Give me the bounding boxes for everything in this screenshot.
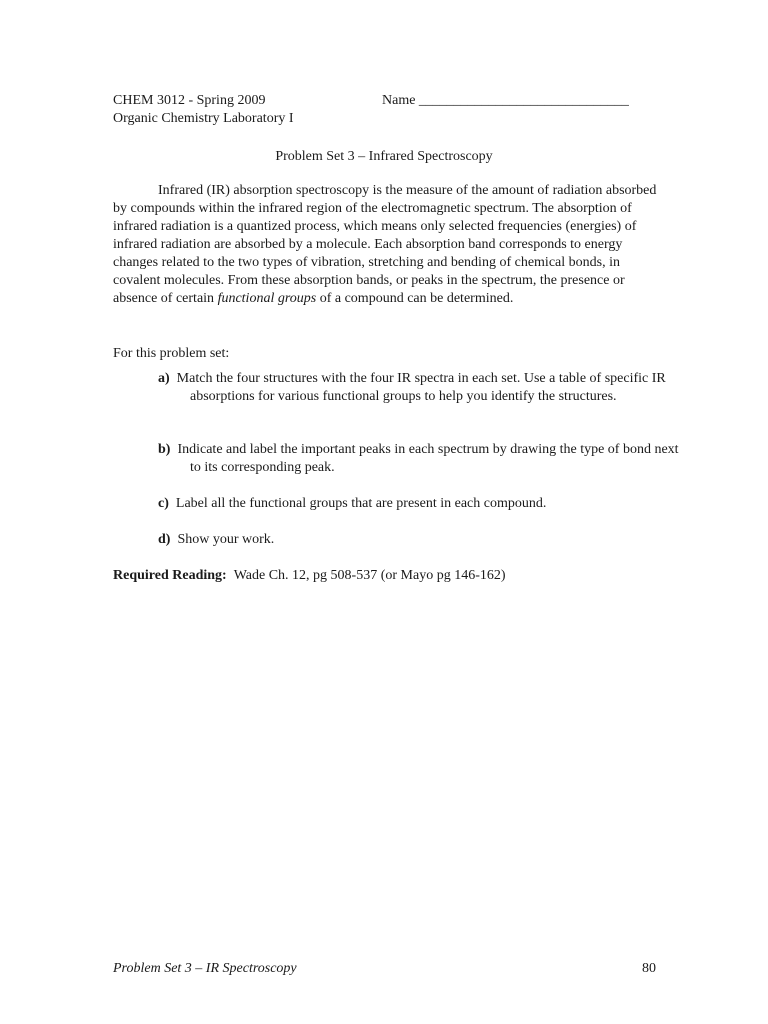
intro-text-start: Infrared (IR) absorption spectroscopy is the measure of the amount of radiation absorbed by compounds within the infrared region of the electromagnetic spectrum. The absorption of infrared radiation is a quantized process, which means only selected frequencies (energies) of infrared radiation are absorbed by a molecule. Each absorption band corresponds to energy changes related to the two types of vibration, stretching and bending of chemical bonds, in covalent molecules. From these absorption bands, or peaks in the spectrum, the presence or absence of certain xyxy=(113,183,657,306)
page-title: Problem Set 3 – Infrared Spectroscopy xyxy=(275,149,493,164)
item-letter: a) xyxy=(158,371,170,386)
list-item xyxy=(158,370,690,406)
lab-title: Organic Chemistry Laboratory I xyxy=(113,111,294,126)
list-item xyxy=(158,495,690,513)
item-letter: b) xyxy=(158,442,171,457)
item-text: Show your work. xyxy=(177,532,275,547)
footer-title: Problem Set 3 – IR Spectroscopy xyxy=(113,961,297,976)
item-text: Indicate and label the important peaks in each spectrum by drawing the type of bond next to its corresponding peak. xyxy=(177,442,679,475)
required-reading-label: Required Reading: xyxy=(113,568,227,583)
required-reading-text: Wade Ch. 12, pg 508-537 (or Mayo pg 146-162) xyxy=(233,568,506,583)
intro-emphasis: functional groups xyxy=(217,291,317,306)
course-title: CHEM 3012 - Spring 2009 xyxy=(113,93,266,108)
item-text: Label all the functional groups that are present in each compound. xyxy=(175,496,547,511)
required-reading xyxy=(113,567,658,585)
lead-text: For this problem set: xyxy=(113,346,230,361)
name-field-label: Name ______________________________ xyxy=(382,93,629,108)
item-letter: c) xyxy=(158,496,169,511)
intro-paragraph xyxy=(113,182,658,308)
list-item xyxy=(158,531,690,549)
intro-text-end: of a compound can be determined. xyxy=(316,291,514,306)
page-number: 80 xyxy=(642,961,656,976)
list-item xyxy=(158,441,690,477)
item-text: Match the four structures with the four IR spectra in each set. Use a table of specific IR absorptions for various functional groups to help you identify the structures. xyxy=(176,371,666,404)
item-letter: d) xyxy=(158,532,171,547)
